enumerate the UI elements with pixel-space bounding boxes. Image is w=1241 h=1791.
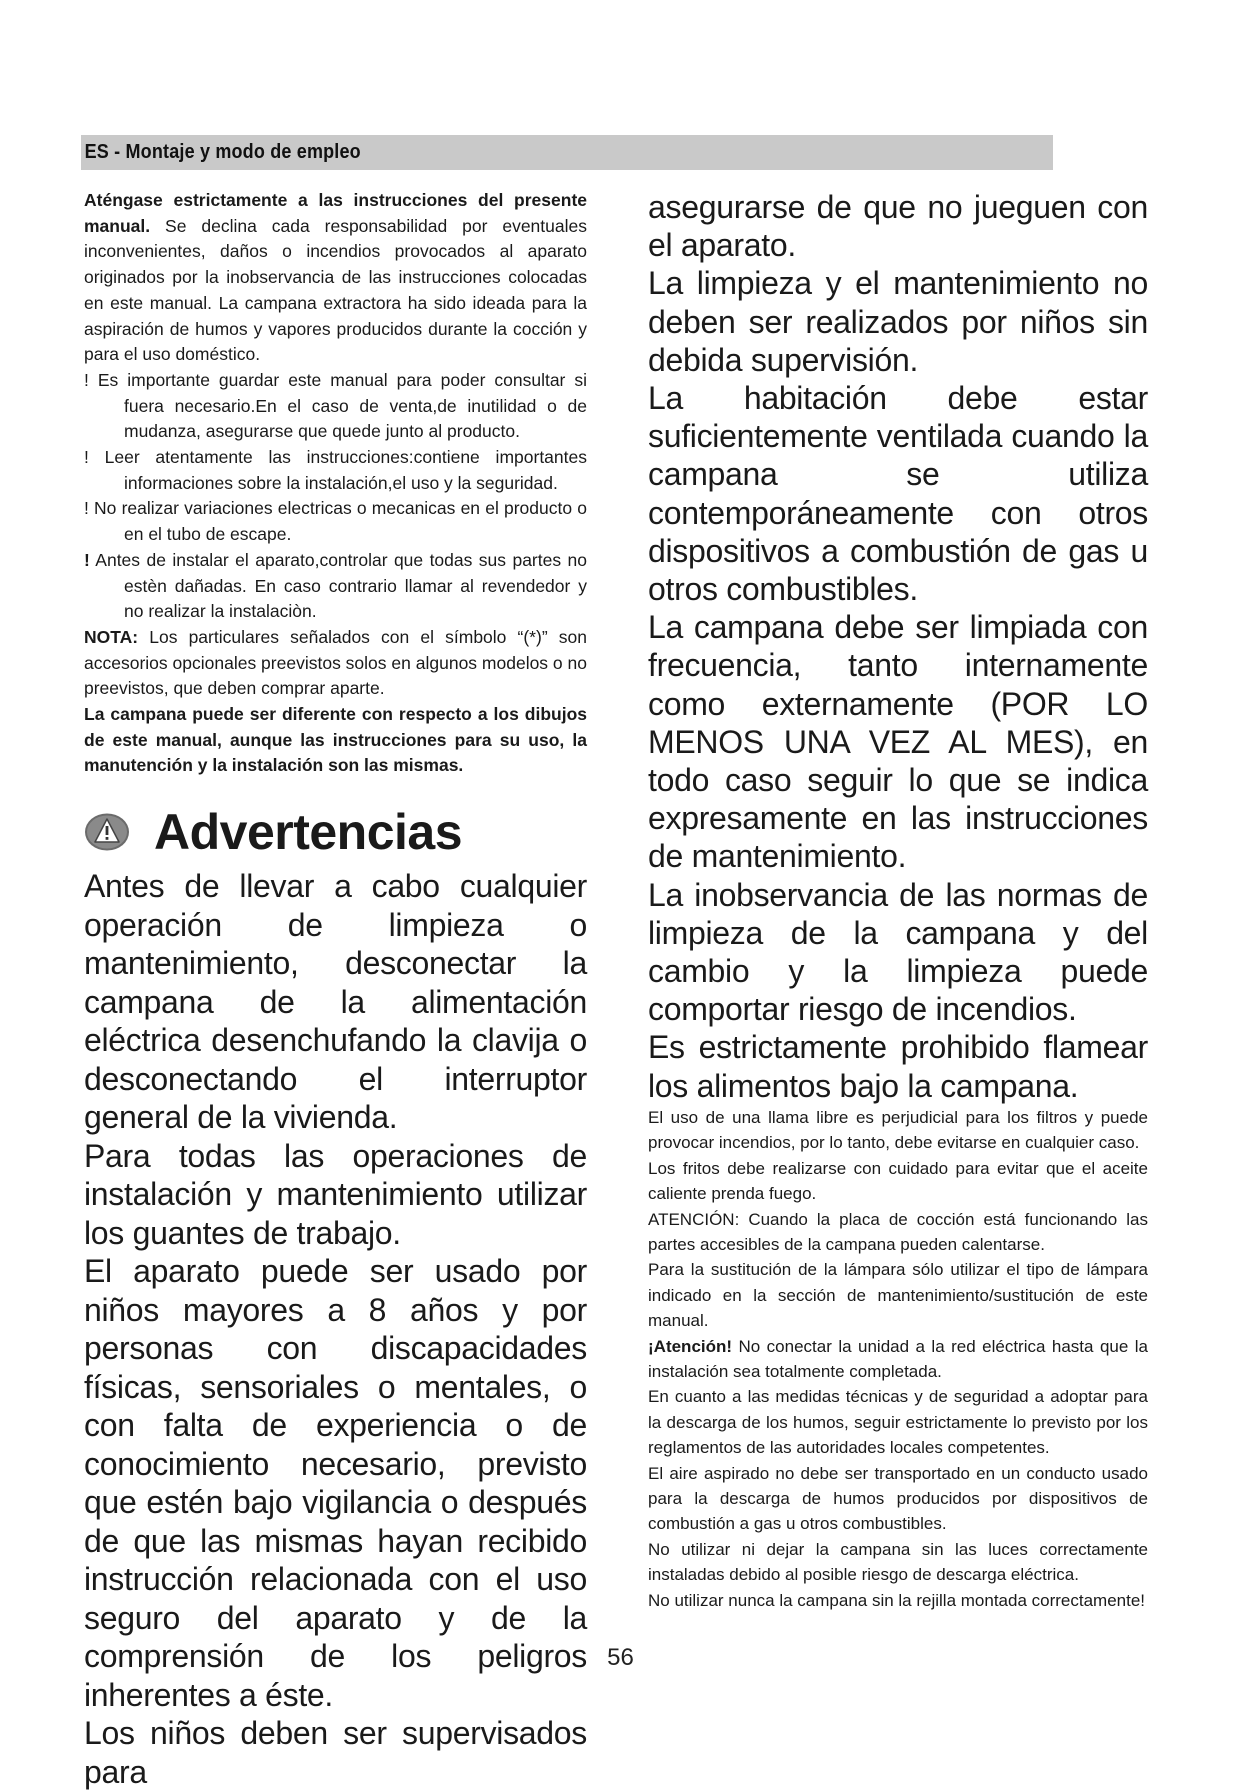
bullet-mark: ! bbox=[84, 369, 89, 390]
intro-text: Se declina cada responsabilidad por eventuales inconvenientes, daños o incendios provocados al aparato originados por la inobservancia de las instrucciones colocadas en este manual. La campana extractora ha sido ideada para la aspiración de humos y vapores producidos durante la cocción y para el uso doméstico. bbox=[84, 215, 587, 365]
bullet-item bbox=[84, 548, 587, 625]
warning-paragraph: La campana debe ser limpiada con frecuencia, tanto internamente como externamente (POR LO MENOS UNA VEZ AL MES), en todo caso seguir lo que se indica expresamente en las instrucciones de mantenimiento. bbox=[648, 609, 1148, 875]
bullet-text: No realizar variaciones electricas o mecanicas en el producto o en el tubo de escape. bbox=[88, 498, 587, 545]
detail-paragraph: El uso de una llama libre es perjudicial para los filtros y puede provocar incendios, por lo tanto, debe evitarse en cualquier caso. bbox=[648, 1107, 1148, 1153]
atencion-paragraph bbox=[648, 1334, 1148, 1385]
warning-paragraph: La habitación debe estar suficientemente ventilada cuando la campana se utiliza contemporáneamente con otros dispositivos a combustión de gas u otros combustibles. bbox=[648, 380, 1148, 608]
page-number: 56 bbox=[607, 1644, 634, 1671]
warning-paragraph: Los niños deben ser supervisados para bbox=[84, 1715, 587, 1790]
nota-text: Los particulares señalados con el símbolo “(*)” son accesorios opcionales preevistos solos en algunos modelos o no preevistos, que deben comprar aparte. bbox=[84, 626, 587, 699]
bullet-mark: ! bbox=[84, 549, 90, 570]
detail-paragraph: Los fritos debe realizarse con cuidado para evitar que el aceite caliente prenda fuego. bbox=[648, 1158, 1148, 1204]
warnings-heading bbox=[84, 799, 587, 865]
detail-paragraph: En cuanto a las medidas técnicas y de seguridad a adoptar para la descarga de los humos, seguir estrictamente lo previsto por los reglamentos de las autoridades locales competentes. bbox=[648, 1387, 1148, 1458]
intro-bold: Aténgase estrictamente a las instrucciones del presente manual. bbox=[84, 190, 587, 236]
intro-paragraph bbox=[84, 188, 587, 368]
atencion-text: No conectar la unidad a la red eléctrica hasta que la instalación sea totalmente completada. bbox=[648, 1336, 1148, 1381]
nota-label: NOTA: bbox=[84, 626, 139, 647]
bullet-text: Leer atentamente las instrucciones:contiene importantes informaciones sobre la instalación,el uso y la seguridad. bbox=[88, 447, 587, 493]
bullet-text: Es importante guardar este manual para poder consultar si fuera necesario.En el caso de venta,de inutilidad o de mudanza, asegurarse que quede junto al producto. bbox=[88, 369, 587, 442]
warning-paragraph: La inobservancia de las normas de limpieza de la campana y del cambio y la limpieza puede comportar riesgo de incendios. bbox=[648, 876, 1148, 1028]
bullet-mark: ! bbox=[84, 498, 89, 519]
warning-paragraph: Para todas las operaciones de instalación y mantenimiento utilizar los guantes de trabajo. bbox=[84, 1137, 587, 1251]
different-notice: La campana puede ser diferente con respecto a los dibujos de este manual, aunque las instrucciones para su uso, la manutención y la instalación son las mismas. bbox=[84, 704, 587, 776]
bullet-item bbox=[84, 445, 587, 496]
detail-paragraph: Para la sustitución de la lámpara sólo utilizar el tipo de lámpara indicado en la sección de mantenimiento/sustitución de este manual. bbox=[648, 1260, 1148, 1331]
left-column bbox=[84, 188, 587, 1791]
bullet-item bbox=[84, 496, 587, 547]
warning-paragraph: Antes de llevar a cabo cualquier operación de limpieza o mantenimiento, desconectar la campana de la alimentación eléctrica desenchufando la clavija o desconectando el interruptor general de la vivienda. bbox=[84, 868, 587, 1136]
warnings-title: Advertencias bbox=[154, 804, 463, 861]
detail-paragraph: El aire aspirado no debe ser transportado en un conducto usado para la descarga de humos producidos por dispositivos de combustión a gas u otros combustibles. bbox=[648, 1463, 1148, 1534]
atencion-label: ¡Atención! bbox=[648, 1336, 733, 1356]
nota-paragraph bbox=[84, 625, 587, 702]
right-column bbox=[648, 188, 1148, 1613]
bullet-text: Antes de instalar el aparato,controlar que todas sus partes no estèn dañadas. En caso contrario llamar al revendedor y no realizar la instalaciòn. bbox=[89, 549, 587, 622]
warning-triangle-icon bbox=[84, 812, 130, 852]
detail-paragraph: No utilizar nunca la campana sin la rejilla montada correctamente! bbox=[648, 1590, 1146, 1610]
warning-paragraph: La limpieza y el mantenimiento no deben ser realizados por niños sin debida supervisión. bbox=[648, 265, 1148, 378]
section-header: ES - Montaje y modo de empleo bbox=[81, 135, 1053, 170]
detail-paragraph: ATENCIÓN: Cuando la placa de cocción está funcionando las partes accesibles de la campana pueden calentarse. bbox=[648, 1209, 1148, 1254]
bullet-item bbox=[84, 368, 587, 445]
detail-paragraph: No utilizar ni dejar la campana sin las luces correctamente instaladas debido al posible riesgo de descarga eléctrica. bbox=[648, 1539, 1148, 1585]
warning-paragraph: El aparato puede ser usado por niños mayores a 8 años y por personas con discapacidades físicas, sensoriales o mentales, o con falta de experiencia o de conocimiento necesario, previsto que estén bajo vigilancia o después de que las mismas hayan recibido instrucción relacionada con el uso seguro del aparato y de la comprensión de los peligros inherentes a éste. bbox=[84, 1253, 587, 1713]
warning-paragraph: Es estrictamente prohibido flamear los alimentos bajo la campana. bbox=[648, 1029, 1148, 1104]
warning-paragraph: asegurarse de que no jueguen con el aparato. bbox=[648, 189, 1148, 264]
bullet-mark: ! bbox=[84, 447, 89, 468]
